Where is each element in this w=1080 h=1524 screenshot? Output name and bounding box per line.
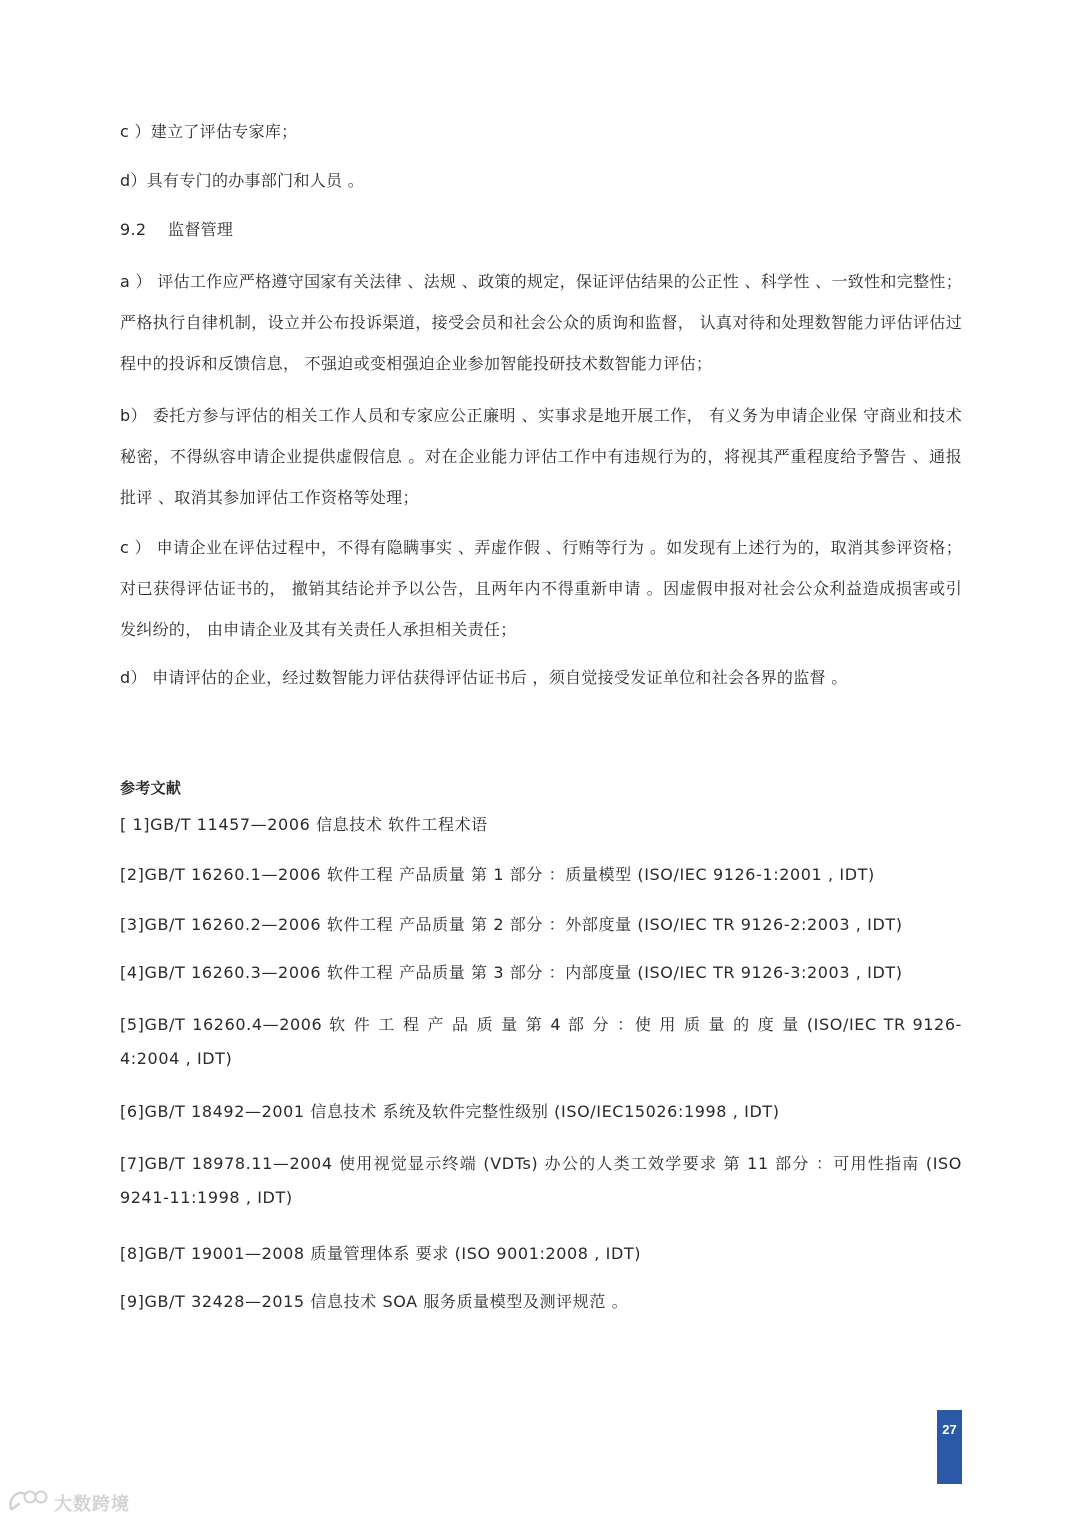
reference-item: [7]GB/T 18978.11—2004 使用视觉显示终端 (VDTs) 办公的人类工效学要求 第 11 部分 ：可用性指南 (ISO 9241-11:1998 , IDT) — [120, 1154, 962, 1207]
paragraph-b: b） 委托方参与评估的相关工作人员和专家应公正廉明 、实事求是地开展工作， 有义务为申请企业保 守商业和技术秘密，不得纵容申请企业提供虚假信息 。对在企业能力评估工作中有违规行为的，将视其严重程度给予警告 、通报批评 、取消其参加评估工作资格等处理； — [120, 406, 962, 507]
watermark-text: 大数跨境 — [54, 1494, 130, 1515]
reference-item: [3]GB/T 16260.2—2006 软件工程 产品质量 第 2 部分 ：外部度量 (ISO/IEC TR 9126-2:2003 , IDT) — [120, 915, 903, 934]
page-number: 27 — [942, 1422, 957, 1437]
paragraph-c: c ） 申请企业在评估过程中，不得有隐瞒事实 、弄虚作假 、行贿等行为 。如发现有上述行为的，取消其参评资格；对已获得评估证书的， 撤销其结论并予以公告，且两年内不得重新申请 。因虚假申报对社会公众利益造成损害或引发纠纷的， 由申请企业及其有关责任人承担相关责任； — [120, 538, 962, 639]
reference-item: [ 1]GB/T 11457—2006 信息技术 软件工程术语 — [120, 815, 488, 834]
reference-item: [2]GB/T 16260.1—2006 软件工程 产品质量 第 1 部分 ：质量模型 (ISO/IEC 9126-1:2001 , IDT) — [120, 865, 875, 884]
reference-item: [9]GB/T 32428—2015 信息技术 SOA 服务质量模型及测评规范 。 — [120, 1292, 629, 1311]
watermark — [8, 1488, 130, 1518]
wechat-logo-icon — [8, 1488, 50, 1518]
reference-item: [4]GB/T 16260.3—2006 软件工程 产品质量 第 3 部分 ：内部度量 (ISO/IEC TR 9126-3:2003 , IDT) — [120, 963, 903, 982]
references-heading: 参考文献 — [120, 779, 182, 797]
list-item-d: d）具有专门的办事部门和人员 。 — [120, 171, 365, 190]
paragraph-d: d） 申请评估的企业，经过数智能力评估获得评估证书后 ，须自觉接受发证单位和社会各界的监督 。 — [120, 668, 848, 687]
reference-item: [6]GB/T 18492—2001 信息技术 系统及软件完整性级别 (ISO/IEC15026:1998 , IDT) — [120, 1102, 780, 1121]
paragraph-a: a ） 评估工作应严格遵守国家有关法律 、法规 、政策的规定，保证评估结果的公正性 、科学性 、一致性和完整性；严格执行自律机制，设立并公布投诉渠道，接受会员和社会公众的质询和监督， 认真对待和处理数智能力评估评估过程中的投诉和反馈信息， 不强迫或变相强迫企业参加智能投研技术数智能力评估； — [120, 272, 962, 373]
reference-item: [5]GB/T 16260.4—2006 软 件 工 程 产 品 质 量 第 4 部 分 ：使 用 质 量 的 度 量 (ISO/IEC TR 9126-4:2004 , IDT) — [120, 1015, 962, 1068]
page-number-tab — [937, 1410, 962, 1484]
section-heading: 9.2 监督管理 — [120, 220, 234, 239]
reference-item: [8]GB/T 19001—2008 质量管理体系 要求 (ISO 9001:2008 , IDT) — [120, 1244, 642, 1263]
list-item-c: c ）建立了评估专家库； — [120, 122, 298, 141]
